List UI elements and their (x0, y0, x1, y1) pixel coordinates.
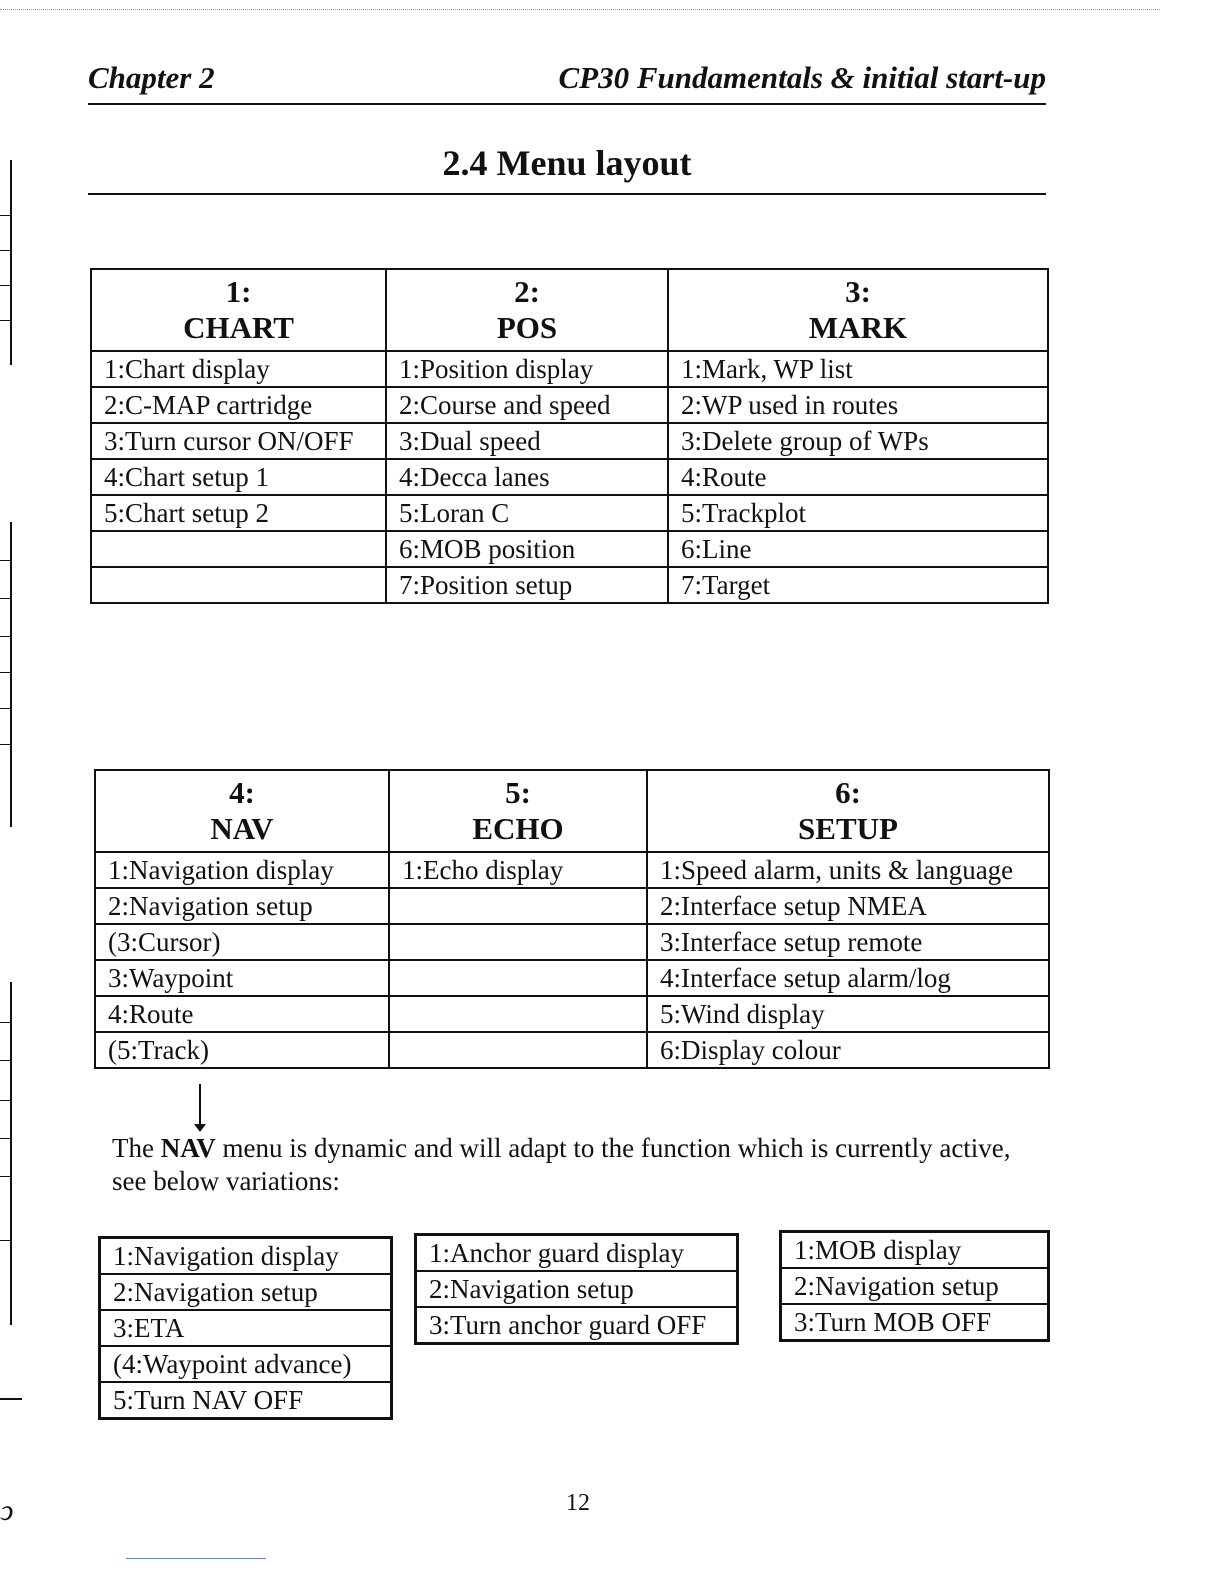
menu-header-mark: 3: MARK (668, 269, 1048, 351)
margin-tick (0, 672, 10, 673)
menu-item: 3:Turn cursor ON/OFF (91, 423, 386, 459)
list-item: 1:Anchor guard display (416, 1235, 738, 1272)
menu-item: 1:Mark, WP list (668, 351, 1048, 387)
menu-item: 4:Route (95, 996, 389, 1032)
margin-tick (0, 598, 10, 599)
menu-item: (3:Cursor) (95, 924, 389, 960)
mob-variation-box (779, 1230, 1050, 1342)
menu-item: 2:WP used in routes (668, 387, 1048, 423)
table-header-row (91, 269, 1048, 351)
list-item: 2:Navigation setup (100, 1274, 392, 1310)
page-number: 12 (566, 1490, 590, 1516)
menu-item: 4:Chart setup 1 (91, 459, 386, 495)
table-row (91, 531, 1048, 567)
margin-tick (0, 215, 10, 216)
menu-item: 3:Waypoint (95, 960, 389, 996)
menu-item: (5:Track) (95, 1032, 389, 1068)
scan-blue-line (126, 1558, 266, 1559)
menu-header-pos: 2: POS (386, 269, 668, 351)
menu-header-setup: 6: SETUP (647, 770, 1049, 852)
margin-tick (0, 285, 10, 286)
margin-tick (0, 1022, 10, 1023)
menu-item (91, 531, 386, 567)
menu-header-chart: 1: CHART (91, 269, 386, 351)
margin-tick (0, 250, 10, 251)
margin-dash (0, 1398, 22, 1400)
menu-item (91, 567, 386, 603)
list-item: 3:Turn anchor guard OFF (416, 1307, 738, 1344)
menu-item: 1:Position display (386, 351, 668, 387)
menu-item (389, 924, 647, 960)
menu-item: 6:Display colour (647, 1032, 1049, 1068)
margin-tick (0, 636, 10, 637)
menu-item: 3:Delete group of WPs (668, 423, 1048, 459)
menu-item: 6:Line (668, 531, 1048, 567)
menu-item: 2:Course and speed (386, 387, 668, 423)
table-row (91, 423, 1048, 459)
nav-variation-box (98, 1236, 393, 1420)
menu-item: 1:Speed alarm, units & language (647, 852, 1049, 888)
menu-item (389, 888, 647, 924)
table-row (95, 996, 1049, 1032)
table-row (91, 459, 1048, 495)
margin-tick (0, 1138, 10, 1139)
arrowhead-icon (194, 1124, 206, 1132)
table-row (91, 351, 1048, 387)
table-row (95, 888, 1049, 924)
list-item: 3:Turn MOB OFF (781, 1304, 1049, 1341)
margin-mark (0, 160, 12, 365)
margin-mark (0, 982, 12, 1325)
margin-tick (0, 744, 10, 745)
table-header-row (95, 770, 1049, 852)
margin-tick (0, 1176, 10, 1177)
margin-tick (0, 1060, 10, 1061)
chapter-label: Chapter 2 (88, 60, 215, 95)
menu-item: 2:C-MAP cartridge (91, 387, 386, 423)
menu-item: 1:Chart display (91, 351, 386, 387)
menu-item: 5:Chart setup 2 (91, 495, 386, 531)
margin-tick (0, 560, 10, 561)
list-item: 5:Turn NAV OFF (100, 1382, 392, 1419)
margin-tick (0, 708, 10, 709)
menu-item: 2:Navigation setup (95, 888, 389, 924)
table-row (95, 924, 1049, 960)
margin-mark (0, 522, 12, 827)
menu-item (389, 996, 647, 1032)
menu-table-nav-echo-setup (94, 769, 1050, 1069)
margin-glyph: ↄ (0, 1494, 14, 1527)
menu-item: 3:Interface setup remote (647, 924, 1049, 960)
running-title: CP30 Fundamentals & initial start-up (558, 60, 1046, 95)
list-item: 1:Navigation display (100, 1238, 392, 1275)
menu-item: 5:Trackplot (668, 495, 1048, 531)
margin-tick (0, 1100, 10, 1101)
menu-item: 6:MOB position (386, 531, 668, 567)
down-arrow-icon (199, 1084, 201, 1126)
menu-item: 4:Route (668, 459, 1048, 495)
menu-item: 5:Wind display (647, 996, 1049, 1032)
menu-item (389, 1032, 647, 1068)
header-rule (88, 103, 1046, 105)
title-rule (88, 193, 1046, 195)
anchor-variation-box (414, 1233, 739, 1345)
scan-top-edge (0, 9, 1160, 10)
menu-item: 1:Navigation display (95, 852, 389, 888)
nav-dynamic-note: The NAV menu is dynamic and will adapt to the function which is currently active, see below variations: (112, 1133, 1011, 1196)
menu-item: 7:Target (668, 567, 1048, 603)
table-row (91, 567, 1048, 603)
table-row (91, 387, 1048, 423)
menu-header-nav: 4: NAV (95, 770, 389, 852)
list-item: 2:Navigation setup (416, 1271, 738, 1307)
list-item: 3:ETA (100, 1310, 392, 1346)
list-item: (4:Waypoint advance) (100, 1346, 392, 1382)
menu-table-chart-pos-mark (90, 268, 1049, 604)
menu-item: 4:Interface setup alarm/log (647, 960, 1049, 996)
margin-tick (0, 1240, 10, 1241)
table-row (95, 960, 1049, 996)
section-title: 2.4 Menu layout (442, 143, 692, 183)
menu-item: 4:Decca lanes (386, 459, 668, 495)
menu-item: 3:Dual speed (386, 423, 668, 459)
menu-item: 2:Interface setup NMEA (647, 888, 1049, 924)
menu-header-echo: 5: ECHO (389, 770, 647, 852)
menu-item: 7:Position setup (386, 567, 668, 603)
menu-item: 5:Loran C (386, 495, 668, 531)
list-item: 2:Navigation setup (781, 1268, 1049, 1304)
menu-item: 1:Echo display (389, 852, 647, 888)
table-row (95, 1032, 1049, 1068)
table-row (91, 495, 1048, 531)
margin-tick (0, 320, 10, 321)
list-item: 1:MOB display (781, 1232, 1049, 1269)
menu-item (389, 960, 647, 996)
table-row (95, 852, 1049, 888)
